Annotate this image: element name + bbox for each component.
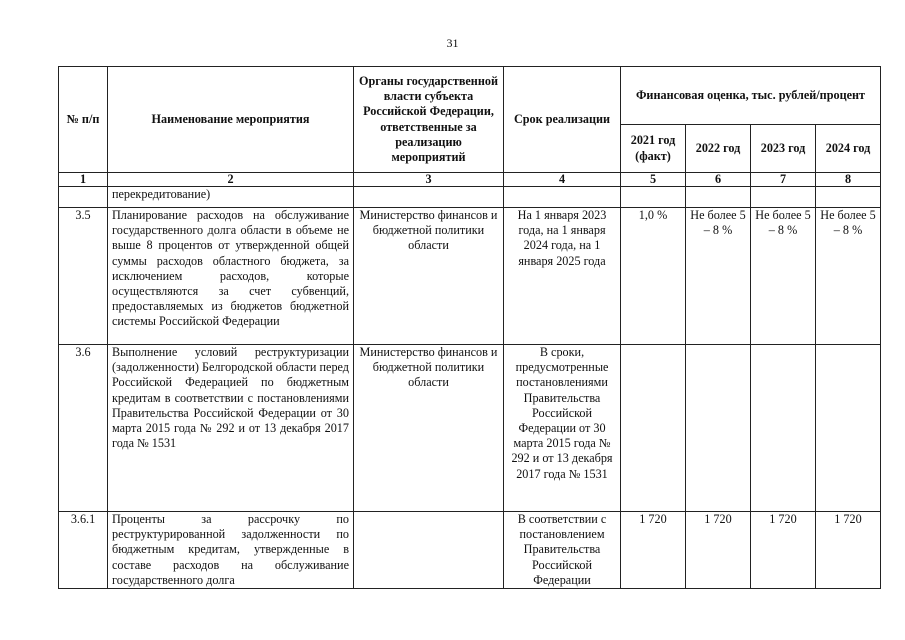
row-value-2024: 1 720 [816, 512, 881, 589]
row-term: На 1 января 2023 года, на 1 января 2024 года, на 1 января 2025 года [504, 208, 621, 345]
table-row [59, 208, 881, 345]
measures-table [58, 66, 881, 589]
header-term: Срок реализации [504, 67, 621, 173]
header-num: № п/п [59, 67, 108, 173]
row-value-2023: 1 720 [751, 512, 816, 589]
row-name: Проценты за рассрочку по реструктурированной задолженности по бюджетным кредитам, утвержденные в составе расходов на обслуживание государственного долга [108, 512, 354, 589]
row-num: 3.6.1 [59, 512, 108, 589]
row-organ: Министерство финансов и бюджетной политики области [354, 208, 504, 345]
row-value-2023: Не более 5 – 8 % [751, 208, 816, 345]
column-number: 4 [504, 173, 621, 187]
page-number: 31 [446, 36, 459, 50]
header-organs: Органы государственной власти субъекта Российской Федерации, ответственные за реализацию мероприятий [354, 67, 504, 173]
row-value-2021 [621, 187, 686, 208]
row-value-2021 [621, 345, 686, 512]
row-value-2023 [751, 345, 816, 512]
row-num: 3.5 [59, 208, 108, 345]
row-value-2022: Не более 5 – 8 % [686, 208, 751, 345]
row-term: В соответствии с постановлением Правительства Российской Федерации [504, 512, 621, 589]
column-number: 2 [108, 173, 354, 187]
row-name: Выполнение условий реструктуризации (задолженности) Белгородской области перед Российской Федерацией по бюджетным кредитам в соответствии с постановлениями Правительства Российской Федерации от 30 марта 2015 года № 292 и от 13 декабря 2017 года № 1531 [108, 345, 354, 512]
header-year-2021: 2021 год (факт) [621, 125, 686, 173]
row-organ [354, 187, 504, 208]
header-year-2024: 2024 год [816, 125, 881, 173]
column-number: 1 [59, 173, 108, 187]
table-row [59, 187, 881, 208]
column-number: 6 [686, 173, 751, 187]
row-value-2022 [686, 345, 751, 512]
header-name: Наименование мероприятия [108, 67, 354, 173]
row-term [504, 187, 621, 208]
column-number: 3 [354, 173, 504, 187]
row-value-2023 [751, 187, 816, 208]
row-term: В сроки, предусмотренные постановлениями Правительства Российской Федерации от 30 марта 2015 года № 292 и от 13 декабря 2017 года № 1531 [504, 345, 621, 512]
column-number: 8 [816, 173, 881, 187]
row-name: перекредитование) [108, 187, 354, 208]
table-row [59, 512, 881, 589]
column-numbers-row [59, 173, 881, 187]
row-name: Планирование расходов на обслуживание государственного долга области в объеме не выше 8 процентов от утвержденной общей суммы расходов областного бюджета, за исключением расходов, которые осуществляются за счет субвенций, предоставляемых из бюджетов бюджетной системы Российской Федерации [108, 208, 354, 345]
row-num: 3.6 [59, 345, 108, 512]
row-value-2022 [686, 187, 751, 208]
row-organ: Министерство финансов и бюджетной политики области [354, 345, 504, 512]
row-value-2024 [816, 345, 881, 512]
header-finance: Финансовая оценка, тыс. рублей/процент [621, 67, 881, 125]
row-organ [354, 512, 504, 589]
column-number: 7 [751, 173, 816, 187]
row-value-2021: 1,0 % [621, 208, 686, 345]
header-year-2022: 2022 год [686, 125, 751, 173]
row-value-2021: 1 720 [621, 512, 686, 589]
header-year-2023: 2023 год [751, 125, 816, 173]
row-num [59, 187, 108, 208]
row-value-2022: 1 720 [686, 512, 751, 589]
row-value-2024 [816, 187, 881, 208]
row-value-2024: Не более 5 – 8 % [816, 208, 881, 345]
column-number: 5 [621, 173, 686, 187]
table-row [59, 345, 881, 512]
